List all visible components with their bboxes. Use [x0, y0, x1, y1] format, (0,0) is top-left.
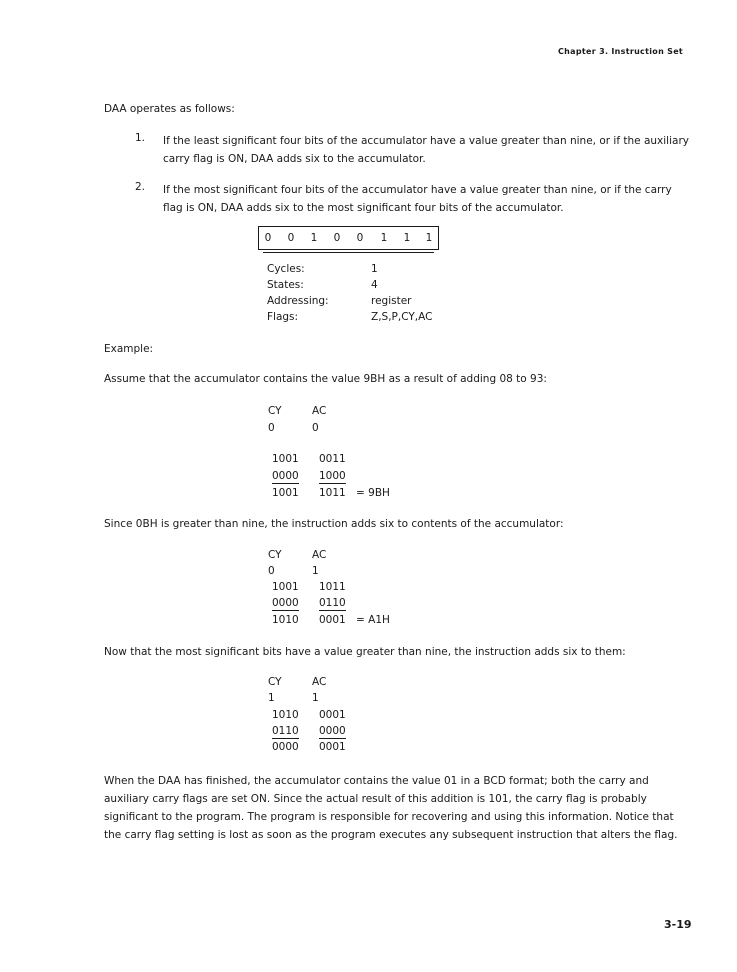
calc1-ac-label: AC	[312, 405, 327, 417]
calc1-row1-high: 1001	[272, 453, 299, 465]
calc1-row2-low	[319, 470, 346, 482]
calc2-cy-value: 0	[268, 565, 275, 577]
opcode-bit: 1	[310, 232, 318, 244]
conclusion-paragraph: When the DAA has finished, the accumulator contains the value 01 in a BCD format; both the carry and auxiliary carry flags are set ON. Since the actual result of this addition is 101, the carry flag is probably significant to the program. The program is responsible for recovering and using this information. Notice that the carry flag setting is lost as soon as the program executes any subsequent instruction that alters the flag.	[104, 775, 678, 841]
opcode-bit: 0	[333, 232, 341, 244]
running-header: Chapter 3. Instruction Set	[558, 47, 684, 56]
calc3-sum-high: 0000	[272, 741, 299, 753]
since-text: Since 0BH is greater than nine, the instruction adds six to contents of the accumulator:	[104, 518, 564, 530]
flags-value: Z,S,P,CY,AC	[371, 311, 433, 323]
flags-label: Flags:	[267, 311, 299, 323]
calc2-cy-label: CY	[268, 549, 282, 561]
calc2-row1-low: 1011	[319, 581, 346, 593]
calc1-result: = 9BH	[356, 487, 390, 499]
calc1-row2-high	[272, 470, 299, 482]
assume-text: Assume that the accumulator contains the value 9BH as a result of adding 08 to 93:	[104, 373, 547, 385]
addressing-label: Addressing:	[267, 295, 329, 307]
opcode-bit-box	[258, 226, 439, 250]
step-1-number: 1.	[135, 132, 146, 144]
calc1-ac-value: 0	[312, 422, 319, 434]
opcode-bit: 0	[264, 232, 272, 244]
calc2-row2-high	[272, 597, 299, 609]
calc3-ac-value: 1	[312, 692, 319, 704]
calc3-row2-low-text: 0000	[319, 725, 346, 737]
cycles-label: Cycles:	[267, 263, 305, 275]
calc1-cy-label: CY	[268, 405, 282, 417]
calc2-ac-value: 1	[312, 565, 319, 577]
opcode-bit: 0	[287, 232, 295, 244]
opcode-bit: 1	[380, 232, 388, 244]
now-text: Now that the most significant bits have a value greater than nine, the instruction adds six to them:	[104, 646, 626, 658]
example-heading: Example:	[104, 343, 154, 355]
calc3-row2-high	[272, 725, 299, 737]
calc2-row2-high-text: 0000	[272, 597, 299, 609]
calc2-ac-label: AC	[312, 549, 327, 561]
calc3-sum-low: 0001	[319, 741, 346, 753]
step-2-number: 2.	[135, 181, 146, 193]
calc3-ac-label: AC	[312, 676, 327, 688]
calc3-row2-high-text: 0110	[272, 725, 299, 737]
addressing-value: register	[371, 295, 412, 307]
calc2-sum-high: 1010	[272, 614, 299, 626]
calc1-row1-low: 0011	[319, 453, 346, 465]
calc1-row2-low-text: 1000	[319, 470, 346, 482]
calc2-row2-low	[319, 597, 346, 609]
calc3-cy-label: CY	[268, 676, 282, 688]
step-2-text: If the most significant four bits of the accumulator have a value greater than nine, or if the carry flag is ON, DAA adds six to the most significant four bits of the accumulator.	[163, 184, 672, 214]
calc1-row2-high-text: 0000	[272, 470, 299, 482]
step-1-text: If the least significant four bits of the accumulator have a value greater than nine, or if the auxiliary carry flag is ON, DAA adds six to the accumulator.	[163, 135, 689, 165]
opcode-bit: 1	[403, 232, 411, 244]
page-number: 3-19	[664, 918, 692, 931]
calc2-result: = A1H	[356, 614, 390, 626]
cycles-value: 1	[371, 263, 378, 275]
calc3-row2-low	[319, 725, 346, 737]
opcode-bit: 0	[356, 232, 364, 244]
calc3-cy-value: 1	[268, 692, 275, 704]
calc1-sum-high: 1001	[272, 487, 299, 499]
calc2-sum-low: 0001	[319, 614, 346, 626]
states-value: 4	[371, 279, 378, 291]
calc2-row2-low-text: 0110	[319, 597, 346, 609]
calc3-row1-low: 0001	[319, 709, 346, 721]
calc1-cy-value: 0	[268, 422, 275, 434]
calc2-row1-high: 1001	[272, 581, 299, 593]
states-label: States:	[267, 279, 304, 291]
calc1-sum-low: 1011	[319, 487, 346, 499]
opcode-bit: 1	[425, 232, 433, 244]
intro-text: DAA operates as follows:	[104, 103, 235, 115]
calc3-row1-high: 1010	[272, 709, 299, 721]
